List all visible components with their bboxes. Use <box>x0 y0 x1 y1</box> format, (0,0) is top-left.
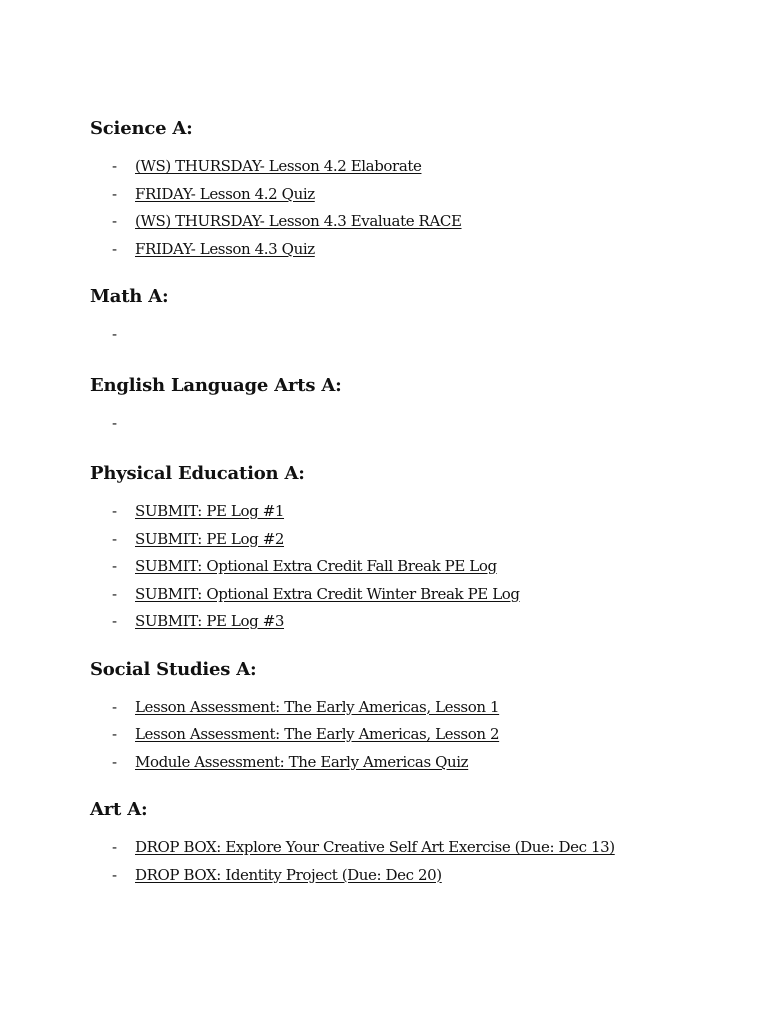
section-heading: Science A: <box>90 118 193 139</box>
assignment-link[interactable]: FRIDAY- Lesson 4.2 Quiz <box>135 184 315 203</box>
list-item <box>112 181 728 209</box>
list-item <box>112 526 728 554</box>
spacer <box>90 437 728 463</box>
assignment-link[interactable]: SUBMIT: Optional Extra Credit Winter Break PE Log <box>135 584 520 603</box>
list-item <box>112 608 728 636</box>
assignment-list <box>90 834 728 889</box>
list-item <box>112 498 728 526</box>
bullet-dash: - <box>112 865 118 884</box>
empty-list-item <box>112 410 728 438</box>
assignment-link[interactable]: SUBMIT: PE Log #3 <box>135 612 285 630</box>
list-item <box>112 694 728 722</box>
bullet-dash: - <box>112 612 118 630</box>
bullet-dash: - <box>112 697 118 716</box>
section-math <box>90 286 728 349</box>
assignment-link[interactable]: DROP BOX: Explore Your Creative Self Art Exercise (Due: Dec 13) <box>135 838 615 856</box>
bullet-dash: - <box>112 752 118 771</box>
section-english-language-arts <box>90 375 728 438</box>
assignment-link[interactable]: DROP BOX: Identity Project (Due: Dec 20) <box>135 865 442 884</box>
list-item <box>112 153 728 181</box>
section-physical-education <box>90 463 728 636</box>
bullet-dash: - <box>112 239 118 258</box>
assignment-link[interactable]: Lesson Assessment: The Early Americas, Lesson 2 <box>135 725 500 743</box>
section-science <box>90 118 728 263</box>
bullet-dash: - <box>112 529 118 548</box>
section-art <box>90 799 728 889</box>
spacer <box>90 349 728 375</box>
list-item <box>112 834 728 862</box>
section-heading: Social Studies A: <box>90 658 257 680</box>
assignment-link[interactable]: SUBMIT: Optional Extra Credit Fall Break PE Log <box>135 557 497 575</box>
bullet-dash: - <box>112 325 118 343</box>
assignment-link[interactable]: Lesson Assessment: The Early Americas, Lesson 1 <box>135 697 500 716</box>
list-item <box>112 553 728 581</box>
assignment-list <box>90 321 728 349</box>
list-item <box>112 749 728 777</box>
assignment-link[interactable]: FRIDAY- Lesson 4.3 Quiz <box>135 239 315 258</box>
section-heading: Art A: <box>90 799 148 820</box>
section-heading: Math A: <box>90 286 169 307</box>
section-heading: Physical Education A: <box>90 463 305 484</box>
assignment-list <box>90 498 728 636</box>
bullet-dash: - <box>112 557 118 575</box>
bullet-dash: - <box>112 157 118 175</box>
bullet-dash: - <box>112 725 118 743</box>
bullet-dash: - <box>112 502 118 520</box>
assignment-link[interactable]: (WS) THURSDAY- Lesson 4.2 Elaborate <box>135 157 422 175</box>
list-item <box>112 208 728 236</box>
list-item <box>112 862 728 890</box>
assignment-link[interactable]: Module Assessment: The Early Americas Quiz <box>135 752 469 771</box>
assignment-link[interactable]: (WS) THURSDAY- Lesson 4.3 Evaluate RACE <box>135 212 462 230</box>
assignment-link[interactable]: SUBMIT: PE Log #1 <box>135 502 285 520</box>
spacer <box>90 636 728 659</box>
spacer <box>90 776 728 799</box>
list-item <box>112 236 728 264</box>
assignment-list <box>90 410 728 438</box>
list-item <box>112 581 728 609</box>
bullet-dash: - <box>112 413 118 432</box>
assignment-link[interactable]: SUBMIT: PE Log #2 <box>135 529 285 548</box>
assignment-list <box>90 694 728 777</box>
empty-list-item <box>112 321 728 349</box>
spacer <box>90 263 728 286</box>
section-social-studies <box>90 659 728 777</box>
section-heading: English Language Arts A: <box>90 374 342 396</box>
bullet-dash: - <box>112 184 118 203</box>
bullet-dash: - <box>112 838 118 856</box>
list-item <box>112 721 728 749</box>
assignment-list <box>90 153 728 263</box>
bullet-dash: - <box>112 584 118 603</box>
bullet-dash: - <box>112 212 118 230</box>
